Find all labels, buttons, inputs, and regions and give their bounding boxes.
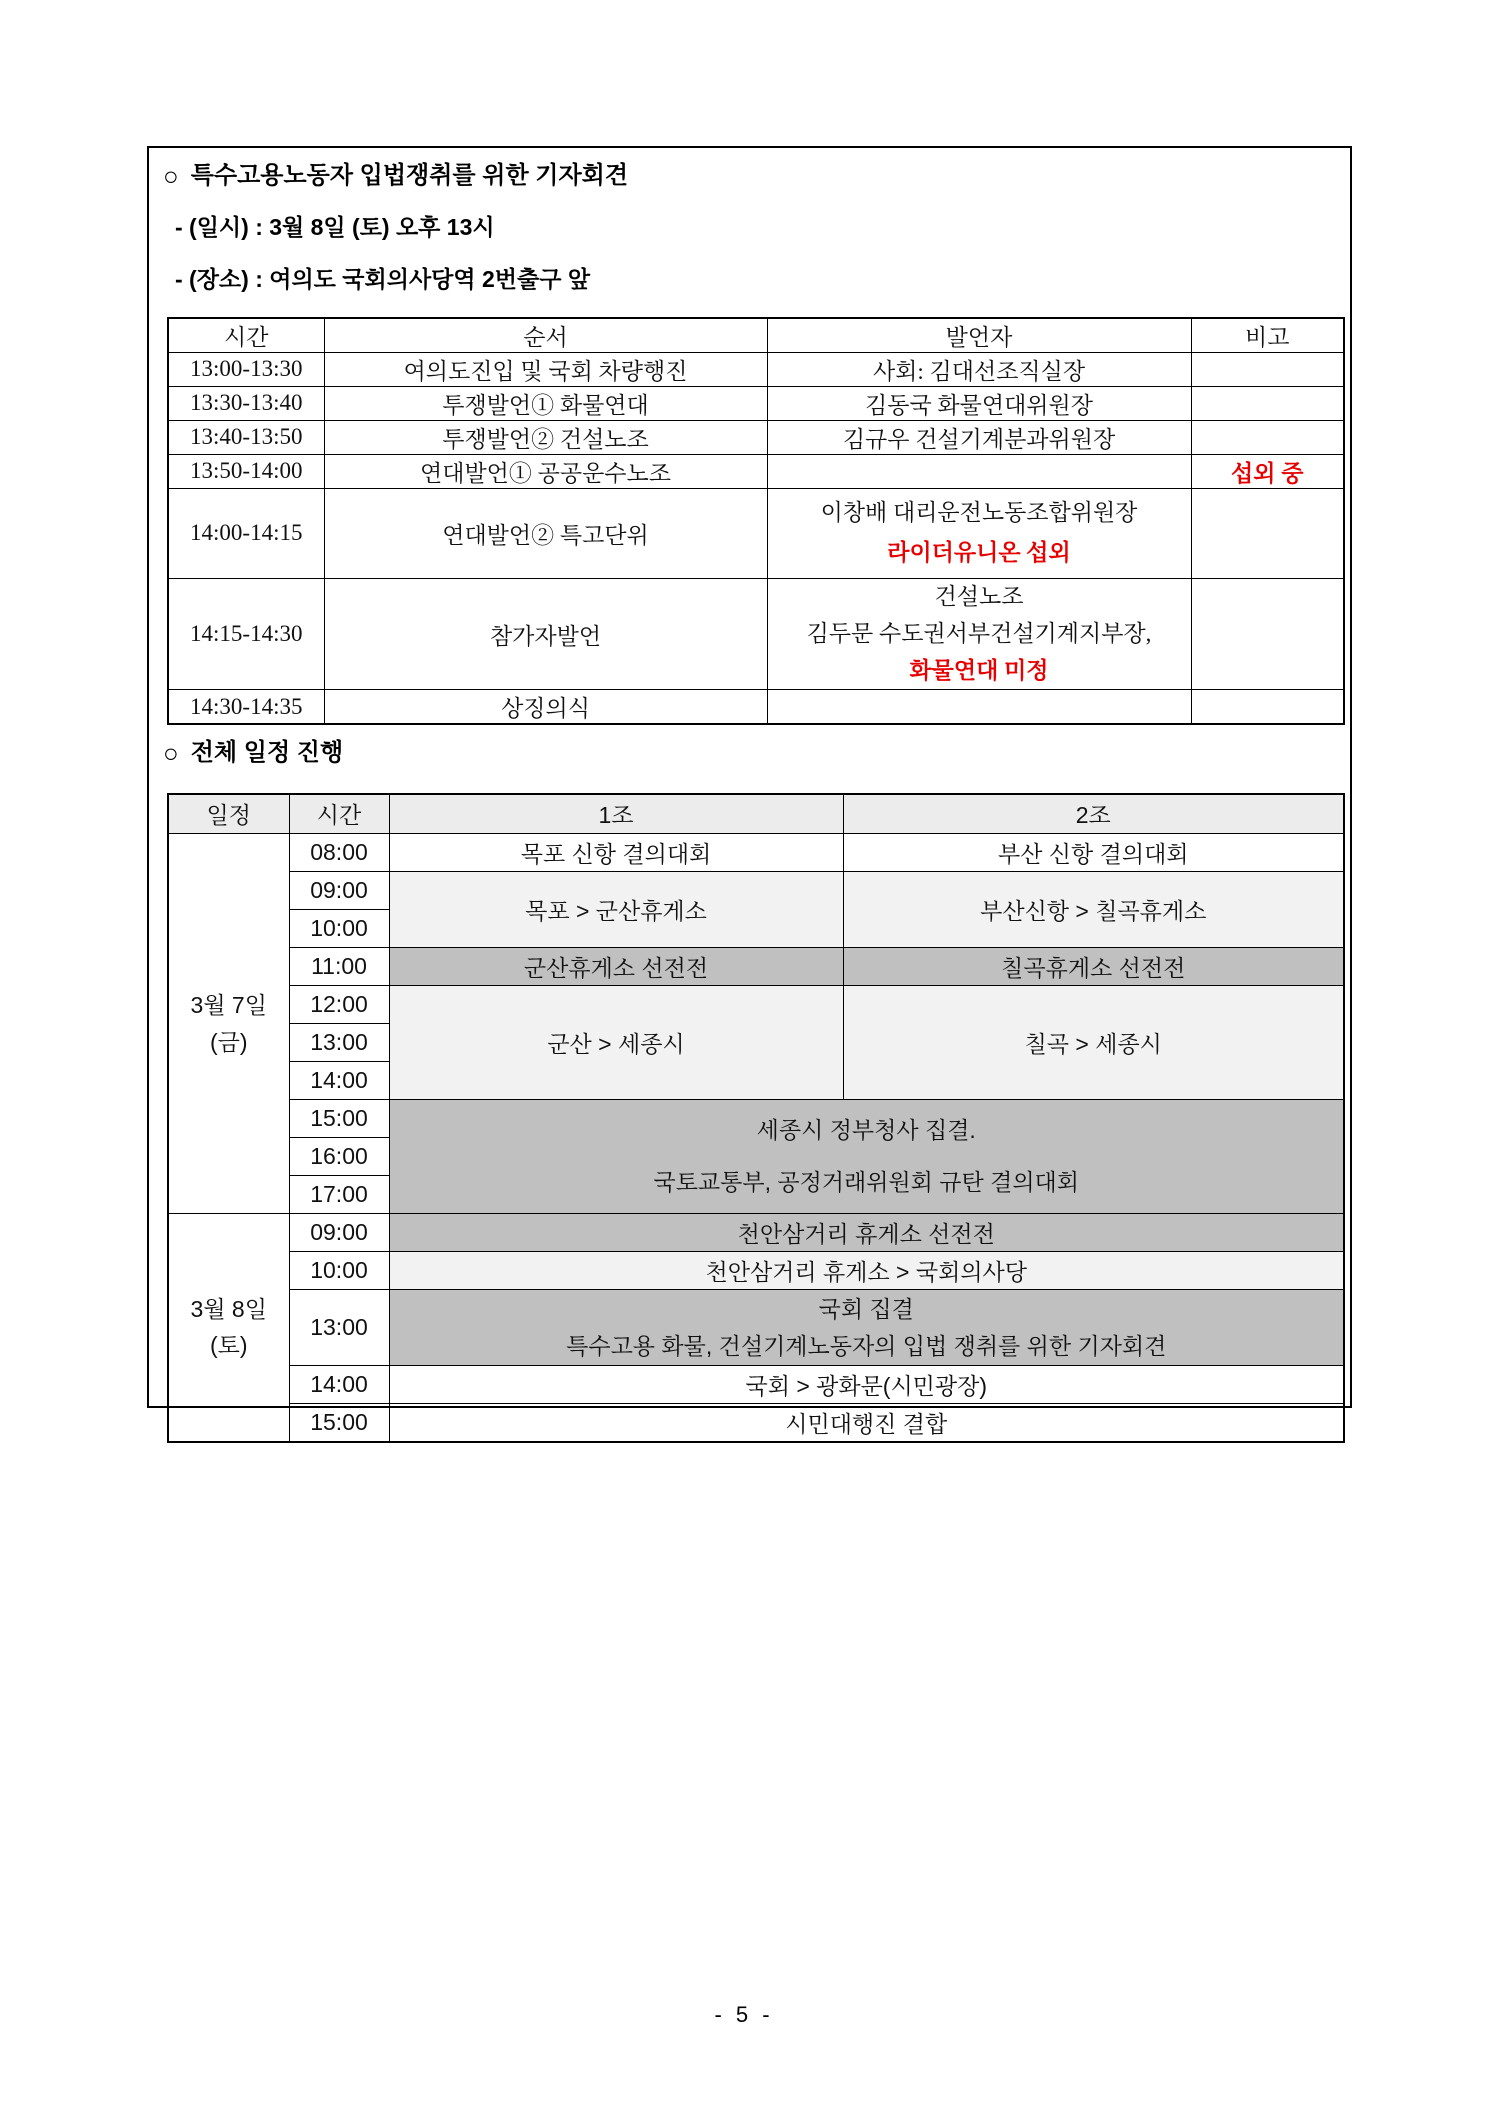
time-cell: 13:00 (289, 1024, 389, 1062)
date-text: 3월 7일 (190, 991, 267, 1018)
time-cell: 13:40-13:50 (168, 420, 324, 454)
col-header-date: 일정 (168, 794, 289, 834)
section1-heading (163, 160, 1350, 191)
time-cell: 12:00 (289, 986, 389, 1024)
order-cell: 상징의식 (324, 690, 767, 725)
table-row (168, 872, 1344, 910)
order-cell: 연대발언② 특고단위 (324, 488, 767, 578)
time-cell: 14:00-14:15 (168, 488, 324, 578)
order-cell: 연대발언① 공공운수노조 (324, 454, 767, 488)
note-cell (1191, 420, 1344, 454)
time-cell: 13:00-13:30 (168, 352, 324, 386)
order-cell: 여의도진입 및 국회 차량행진 (324, 352, 767, 386)
date-cell-day1 (168, 834, 289, 1214)
time-cell: 09:00 (289, 872, 389, 910)
group1-cell: 군산 > 세종시 (389, 986, 843, 1100)
col-header-group1: 1조 (389, 794, 843, 834)
circle-bullet-icon: ○ (163, 737, 179, 768)
group1-cell: 군산휴게소 선전전 (389, 948, 843, 986)
table-header-row (168, 794, 1344, 834)
time-cell: 13:50-14:00 (168, 454, 324, 488)
sejong-rally-cell (389, 1100, 1344, 1214)
group1-cell: 목포 > 군산휴게소 (389, 872, 843, 948)
section2-heading (163, 737, 1350, 768)
overall-schedule-table (167, 793, 1345, 1443)
table-row (168, 1366, 1344, 1404)
assembly-line2: 특수고용 화물, 건설기계노동자의 입법 쟁취를 위한 기자회견 (566, 1332, 1167, 1359)
col-header-speaker: 발언자 (767, 318, 1191, 353)
order-cell: 투쟁발언① 화물연대 (324, 386, 767, 420)
speaker-cell (767, 488, 1191, 578)
group2-cell: 칠곡 > 세종시 (843, 986, 1344, 1100)
place-line: - (장소) : 여의도 국회의사당역 2번출구 앞 (175, 266, 591, 293)
time-cell: 13:30-13:40 (168, 386, 324, 420)
col-header-group2: 2조 (843, 794, 1344, 834)
speaker-cell: 김동국 화물연대위원장 (767, 386, 1191, 420)
section2-title: 전체 일정 진행 (190, 739, 344, 767)
table-row (168, 352, 1344, 386)
col-header-time: 시간 (168, 318, 324, 353)
col-header-order: 순서 (324, 318, 767, 353)
time-cell: 09:00 (289, 1214, 389, 1252)
table-row (168, 1290, 1344, 1366)
event-cell: 국회 > 광화문(시민광장) (389, 1366, 1344, 1404)
time-cell: 08:00 (289, 834, 389, 872)
group2-cell: 부산 신항 결의대회 (843, 834, 1344, 872)
speaker-note: 라이더유니온 섭외 (887, 540, 1071, 566)
speaker-cell: 사회: 김대선조직실장 (767, 352, 1191, 386)
table-row (168, 690, 1344, 725)
event-cell: 천안삼거리 휴게소 선전전 (389, 1214, 1344, 1252)
table-row (168, 578, 1344, 689)
time-cell: 10:00 (289, 1252, 389, 1290)
note-cell (1191, 578, 1344, 689)
group2-cell: 부산신항 > 칠곡휴게소 (843, 872, 1344, 948)
event-cell: 천안삼거리 휴게소 > 국회의사당 (389, 1252, 1344, 1290)
table-row (168, 454, 1344, 488)
group1-cell: 목포 신항 결의대회 (389, 834, 843, 872)
time-cell: 15:00 (289, 1100, 389, 1138)
time-cell: 14:30-14:35 (168, 690, 324, 725)
order-cell: 참가자발언 (324, 578, 767, 689)
assembly-press-cell (389, 1290, 1344, 1366)
table-row (168, 948, 1344, 986)
rally-line1: 세종시 정부청사 집결. (756, 1116, 976, 1143)
speaker-cell (767, 454, 1191, 488)
circle-bullet-icon: ○ (163, 160, 179, 191)
content-box (147, 146, 1352, 1437)
rally-line2: 국토교통부, 공정거래위원회 규탄 결의대회 (653, 1168, 1079, 1195)
table-row (168, 420, 1344, 454)
speaker-name: 이창배 대리운전노동조합위원장 (820, 500, 1138, 526)
note-cell (1191, 690, 1344, 725)
time-cell: 15:00 (289, 1404, 389, 1442)
section1-title: 특수고용노동자 입법쟁취를 위한 기자회견 (190, 162, 629, 189)
page-number: - 5 - (714, 2002, 774, 2027)
time-cell: 14:15-14:30 (168, 578, 324, 689)
speaker-cell (767, 578, 1191, 689)
time-cell: 14:00 (289, 1062, 389, 1100)
event-cell: 시민대행진 결합 (389, 1404, 1344, 1442)
date-line: - (일시) : 3월 8일 (토) 오후 13시 (175, 214, 495, 241)
table-row (168, 386, 1344, 420)
note-cell (1191, 352, 1344, 386)
time-cell: 11:00 (289, 948, 389, 986)
time-cell: 13:00 (289, 1290, 389, 1366)
speaker-name: 김두문 수도권서부건설기계지부장, (806, 620, 1152, 646)
date-cell-day2 (168, 1214, 289, 1442)
group2-cell: 칠곡휴게소 선전전 (843, 948, 1344, 986)
time-cell: 10:00 (289, 910, 389, 948)
speaker-cell (767, 690, 1191, 725)
note-cell (1191, 488, 1344, 578)
press-conference-table (167, 317, 1345, 725)
time-cell: 17:00 (289, 1176, 389, 1214)
speaker-note: 화물연대 미정 (909, 657, 1049, 683)
order-cell: 투쟁발언② 건설노조 (324, 420, 767, 454)
table-row (168, 1100, 1344, 1138)
table-row (168, 1252, 1344, 1290)
table-row (168, 1404, 1344, 1442)
table-row (168, 834, 1344, 872)
assembly-line1: 국회 집결 (818, 1295, 914, 1322)
date-text: 3월 8일 (190, 1295, 267, 1322)
weekday-text: (토) (209, 1332, 248, 1359)
table-row (168, 986, 1344, 1024)
col-header-note: 비고 (1191, 318, 1344, 353)
time-cell: 16:00 (289, 1138, 389, 1176)
note-cell (1191, 386, 1344, 420)
time-cell: 14:00 (289, 1366, 389, 1404)
table-row (168, 488, 1344, 578)
table-header-row (168, 318, 1344, 353)
weekday-text: (금) (209, 1028, 248, 1055)
col-header-time: 시간 (289, 794, 389, 834)
speaker-cell: 김규우 건설기계분과위원장 (767, 420, 1191, 454)
table-row (168, 1214, 1344, 1252)
note-cell: 섭외 중 (1191, 454, 1344, 488)
speaker-org: 건설노조 (934, 583, 1024, 609)
